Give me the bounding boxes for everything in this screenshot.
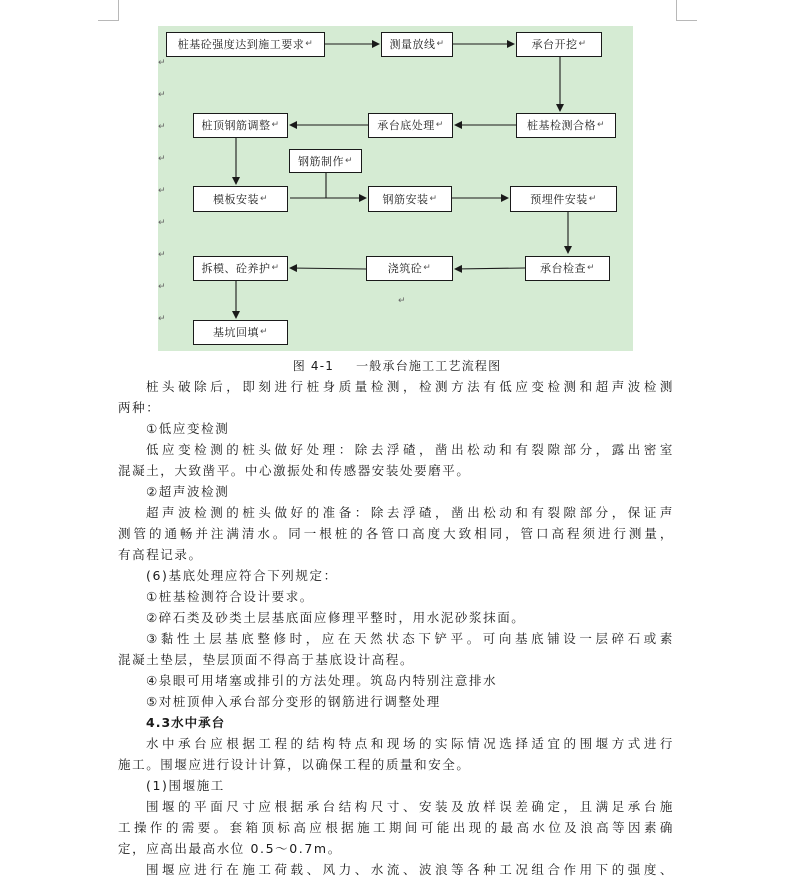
paragraph-mark: ↵ (158, 58, 166, 68)
return-mark-icon: ↵ (586, 263, 596, 273)
return-mark-icon: ↵ (423, 263, 432, 273)
paragraph-mark: ↵ (158, 154, 166, 164)
body-line: 定，应高出最高水位 0.5～0.7m。 (118, 841, 342, 856)
flow-node-label: 钢筋安装 (382, 192, 429, 206)
flow-node-pour-concrete (366, 256, 453, 281)
paragraph-mark: ↵ (158, 282, 166, 292)
body-line: 混凝土垫层，垫层顶面不得高于基底设计高程。 (118, 652, 415, 667)
page-corner-mark-top-right (676, 0, 697, 21)
return-mark-icon: ↵ (259, 327, 269, 337)
paragraph-mark: ↵ (158, 250, 166, 260)
body-line: ①桩基检测符合设计要求。 (146, 589, 314, 604)
flow-node-pile-strength (166, 32, 325, 57)
flow-node-label: 桩顶钢筋调整 (201, 119, 271, 132)
paragraph-mark: ↵ (158, 186, 166, 196)
return-mark-icon: ↵ (578, 39, 587, 49)
section-heading: 4.3水中承台 (146, 715, 226, 730)
body-line: ⑤对桩顶伸入承台部分变形的钢筋进行调整处理 (146, 694, 441, 709)
body-line: 测管的通畅并注满清水。同一根桩的各管口高度大致相同，管口高程须进行测量， (118, 526, 674, 541)
return-mark-icon: ↵ (259, 193, 269, 204)
flow-node-label: 预埋件安装 (530, 192, 588, 206)
body-line: 两种： (118, 400, 161, 415)
figure-caption (0, 357, 794, 374)
body-line: ②碎石类及砂类土层基底面应修理平整时，用水泥砂浆抹面。 (146, 610, 526, 625)
flow-node-label: 承台开挖 (531, 38, 578, 51)
paragraph-mark: ↵ (158, 314, 166, 324)
flow-node-label: 承台检查 (539, 262, 586, 275)
return-mark-icon: ↵ (429, 193, 438, 204)
paragraph-mark: ↵ (158, 90, 166, 100)
flow-node-excavation (516, 32, 602, 57)
flow-node-rebar-making (289, 149, 362, 173)
body-line: ①低应变检测 (146, 421, 230, 436)
flow-node-survey (381, 32, 453, 57)
body-line: ②超声波检测 (146, 484, 230, 499)
return-mark-icon: ↵ (305, 39, 314, 49)
flow-node-label: 桩基检测合格 (526, 119, 596, 132)
return-mark-icon: ↵ (588, 193, 597, 204)
flow-node-label: 桩基砼强度达到施工要求 (177, 38, 305, 51)
flow-node-base-treatment (368, 113, 453, 138)
flow-node-label: 拆模、砼养护 (201, 262, 271, 275)
body-line: 混凝土，大致凿平。中心激振处和传感器安装处要磨平。 (118, 463, 471, 478)
flow-node-cap-inspection (525, 256, 610, 281)
body-line: 围堰的平面尺寸应根据承台结构尺寸、安装及放样误差确定，且满足承台施 (146, 799, 674, 814)
paragraph-mark: ↵ (398, 296, 406, 306)
body-line: 低应变检测的桩头做好处理：除去浮碴，凿出松动和有裂隙部分，露出密室 (146, 442, 674, 457)
flow-node-formwork (193, 186, 288, 212)
body-line: (6)基底处理应符合下列规定： (146, 568, 338, 583)
flow-node-label: 模板安装 (212, 192, 259, 206)
flow-node-embedded-parts (510, 186, 617, 212)
return-mark-icon: ↵ (271, 120, 280, 130)
flow-node-pile-test (516, 113, 616, 138)
figure-number: 图 4-1 (292, 359, 335, 373)
figure-title: 一般承台施工工艺流程图 (356, 359, 502, 373)
body-line: 桩头破除后，即刻进行桩身质量检测，检测方法有低应变检测和超声波检测 (146, 379, 674, 394)
flow-node-label: 基坑回填 (212, 326, 259, 339)
paragraph-mark: ↵ (158, 218, 166, 228)
body-line: 工操作的需要。套箱顶标高应根据施工期间可能出现的最高水位及浪高等因素确 (118, 820, 674, 835)
flow-node-pile-rebar-adjust (193, 113, 288, 138)
return-mark-icon: ↵ (596, 120, 606, 130)
return-mark-icon: ↵ (435, 120, 444, 130)
flow-node-rebar-install (368, 186, 452, 212)
flow-node-label: 承台底处理 (377, 119, 435, 132)
return-mark-icon: ↵ (271, 263, 280, 273)
flow-node-label: 浇筑砼 (387, 262, 423, 275)
return-mark-icon: ↵ (436, 39, 445, 49)
body-line: 施工。围堰应进行设计计算，以确保工程的质量和安全。 (118, 757, 471, 772)
body-line: (1)围堰施工 (146, 778, 225, 793)
body-line: 有高程记录。 (118, 547, 203, 562)
body-line: ④泉眼可用堵塞或排引的方法处理。筑岛内特别注意排水 (146, 673, 498, 688)
body-line: 超声波检测的桩头做好的准备：除去浮碴，凿出松动和有裂隙部分，保证声 (146, 505, 674, 520)
flow-node-label: 钢筋制作 (297, 154, 344, 168)
paragraph-mark: ↵ (158, 122, 166, 132)
flow-node-label: 测量放线 (389, 38, 436, 51)
body-line: ③黏性土层基底整修时，应在天然状态下铲平。可向基底铺设一层碎石或素 (146, 631, 674, 646)
body-line: 水中承台应根据工程的结构特点和现场的实际情况选择适宜的围堰方式进行 (146, 736, 674, 751)
page-corner-mark-top-left (98, 0, 119, 21)
body-line: 围堰应进行在施工荷载、风力、水流、波浪等各种工况组合作用下的强度、 (146, 862, 674, 877)
flow-node-backfill (193, 320, 288, 345)
return-mark-icon: ↵ (344, 155, 354, 166)
flow-node-demold-curing (193, 256, 288, 281)
